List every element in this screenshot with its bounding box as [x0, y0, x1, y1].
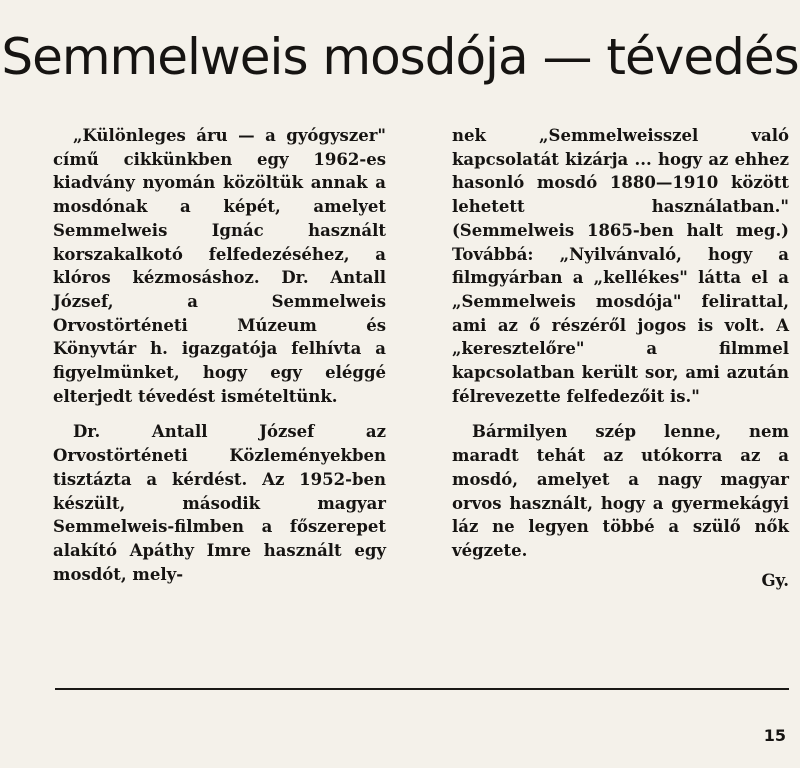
paragraph: Bármilyen szép lenne, nem maradt tehát az utókorra az a mosdó, amelyet a nagy magyar orvos használt, hogy a gyermekágyi láz ne legyen többé a szülő nők végzete.	[452, 422, 789, 560]
paragraph-continuation: nek „Semmelweisszel való kapcsolatát kizárja ... hogy az ehhez hasonló mosdó 1880—1910 között lehetett használatban." (Semmelweis 1865-ben halt meg.) Továbbá: „Nyilvánvaló, hogy a filmgyárban a „kellékes" látta el a „Semmelweis mosdója" felirattal, ami az ő részéről jogos is volt. A „keresztelőre" a filmmel kapcsolatban került sor, ami azután félrevezette felfedezőit is."	[452, 126, 789, 406]
paragraph: „Különleges áru — a gyógyszer" című cikkünkben egy 1962-es kiadvány nyomán közöltük annak a mosdónak a képét, amelyet Semmelweis Ignác használt korszakalkotó felfedezéséhez, a klóros kézmosáshoz. Dr. Antall József, a Semmelweis Orvostörténeti Múzeum és Könyvtár h. igazgatója felhívta a figyelmünket, hogy egy eléggé elterjedt tévedést ismételtünk.	[53, 126, 386, 406]
page-number: 15	[763, 726, 786, 745]
author-signature: Gy.	[761, 570, 789, 590]
paragraph: Dr. Antall József az Orvostörténeti Közleményekben tisztázta a kérdést. Az 1952-ben készült, második magyar Semmelweis-filmben a főszerepet alakító Apáthy Imre használt egy mosdót, mely-	[53, 422, 386, 584]
horizontal-rule	[55, 688, 789, 690]
left-column	[53, 124, 386, 586]
right-column	[452, 124, 789, 592]
article-title: Semmelweis mosdója — tévedés	[1, 28, 799, 86]
